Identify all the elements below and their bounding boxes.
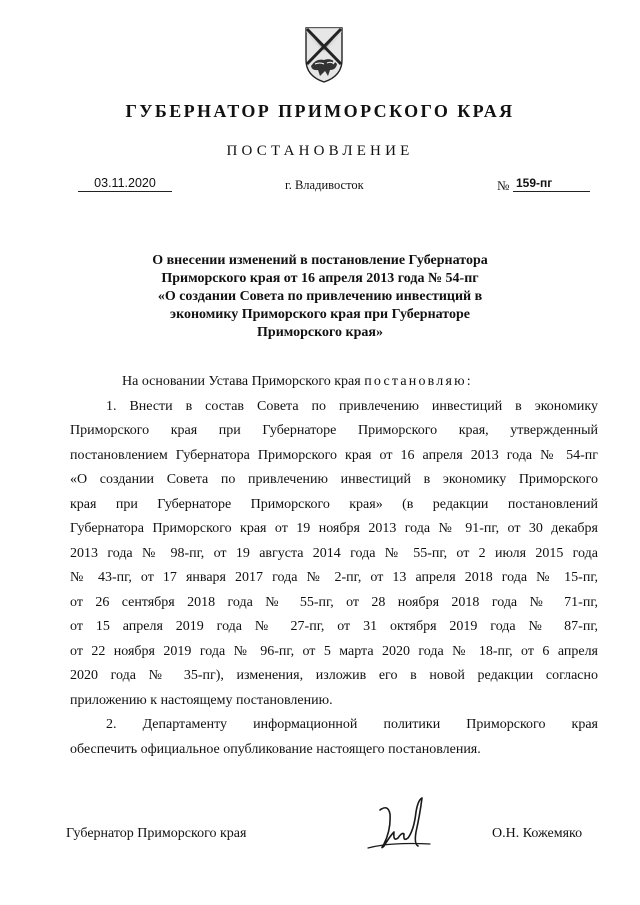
preamble-verb: постановляю: [364, 374, 473, 389]
preamble-text: На основании Устава Приморского края [122, 374, 361, 389]
subject-line: Приморского края» [257, 325, 383, 340]
item1-line: 2013 года № 98-пг, от 19 августа 2014 года № 55-пг, от 2 июля 2015 года [70, 545, 598, 561]
subject-line: Приморского края от 16 апреля 2013 года № 54-пг [161, 271, 479, 286]
item1-line: 1. Внести в состав Совета по привлечению инвестиций в экономику [106, 398, 598, 414]
signatory-title: Губернатор Приморского края [66, 826, 247, 841]
document-date: 03.11.2020 [78, 176, 172, 192]
item1-line: постановлением Губернатора Приморского края от 16 апреля 2013 года № 54-пг [70, 447, 598, 463]
item1-line: 2020 года № 35-пг), изменения, изложив его в новой редакции согласно [70, 668, 598, 683]
document-type: ПОСТАНОВЛЕНИЕ [226, 143, 414, 159]
item1-line: Приморского края при Губернаторе Приморского края, утвержденный [70, 423, 598, 438]
item1-line: № 43-пг, от 17 января 2017 года № 2-пг, от 13 апреля 2018 года № 15-пг, [70, 570, 598, 585]
subject-line: «О создании Совета по привлечению инвестиций в [157, 289, 483, 304]
document-body [70, 370, 598, 762]
item2-line: обеспечить официальное опубликование настоящего постановления. [70, 741, 481, 757]
preamble [70, 370, 598, 395]
item1-line: края при Губернаторе Приморского края» (в редакции постановлений [70, 496, 598, 512]
subject-line: экономику Приморского края при Губернаторе [170, 307, 470, 322]
document-city: г. Владивосток [285, 178, 364, 192]
item1-line: от 15 апреля 2019 года № 27-пг, от 31 октября 2019 года № 87-пг, [70, 619, 598, 634]
item2-line: 2. Департаменту информационной политики Приморского края [106, 717, 598, 732]
number-sign: № [497, 178, 510, 193]
authority-title: ГУБЕРНАТОР ПРИМОРСКОГО КРАЯ [125, 101, 515, 121]
primorsky-krai-coat-of-arms-icon [300, 24, 348, 84]
subject-line: О внесении изменений в постановление Губернатора [152, 253, 488, 268]
signatory-name: О.Н. Кожемяко [492, 826, 583, 841]
document-number: 159-пг [513, 176, 590, 192]
document-subject [100, 252, 540, 342]
item1-line: «О создании Совета по привлечению инвестиций в экономику Приморского [70, 472, 598, 487]
item1-line: от 22 ноября 2019 года № 96-пг, от 5 марта 2020 года № 18-пг, от 6 апреля [70, 643, 598, 659]
item1-line: приложению к настоящему постановлению. [70, 692, 333, 708]
item1-line: от 26 сентября 2018 года № 55-пг, от 28 ноября 2018 года № 71-пг, [70, 594, 598, 610]
handwritten-signature-icon [360, 792, 440, 862]
item1-line: Губернатора Приморского края от 19 ноября 2013 года № 91-пг, от 30 декабря [70, 521, 598, 536]
